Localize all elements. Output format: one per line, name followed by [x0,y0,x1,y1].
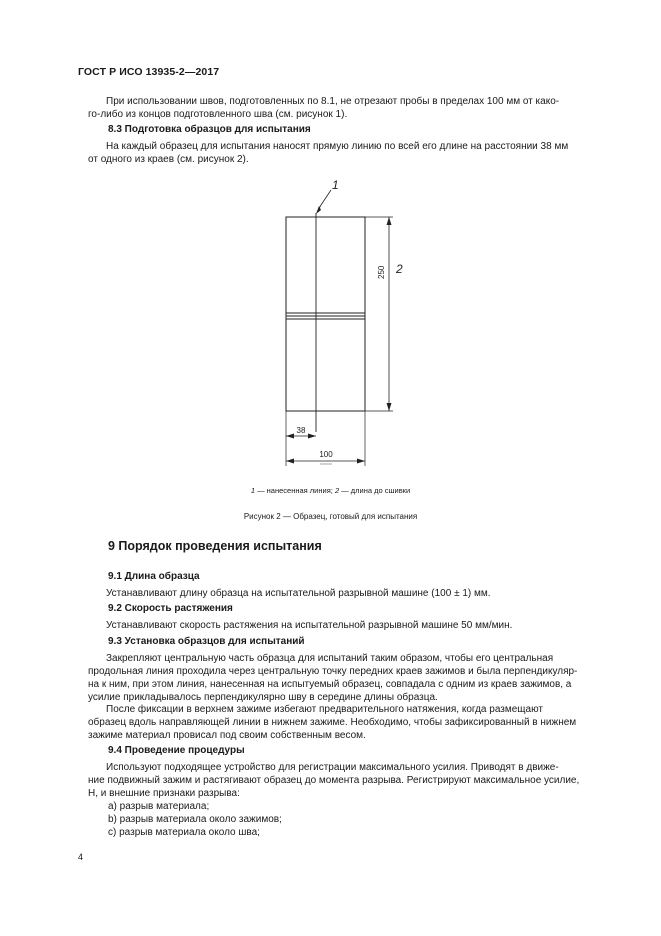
section-9-3-p2-line-3: зажиме материал провисал под своим собственным весом. [88,730,366,741]
dim-250-arrow-bottom [387,403,392,411]
section-9-1-text: Устанавливают длину образца на испытательной разрывной машине (100 ± 1) мм. [106,588,491,599]
dim-100-arrow-left [286,459,294,464]
section-8-3-line-2: от одного из краев (см. рисунок 2). [88,154,249,165]
section-9-4-line-2: ние подвижный зажим и растягивают образец до момента разрыва. Регистрируют максимальное усилие, [88,775,580,786]
figure-caption: Рисунок 2 — Образец, готовый для испытания [243,512,418,521]
dim-100-arrow-right [357,459,365,464]
intro-line-1: При использовании швов, подготовленных по 8.1, не отрезают пробы в пределах 100 мм от како- [106,96,560,107]
dim-250-label: 250 [377,265,386,279]
section-9-3-paragraph-1 [88,652,616,704]
dim-38-arrow-right [308,434,316,439]
section-9-3-p1-line-3: на к ним, при этом линия, нанесенная на испытуемый образец, совпадала с одним из краев зажимов, а [88,679,572,690]
section-9-4-line-3: Н, и внешние признаки разрыва: [88,788,240,799]
section-9-2-paragraph [88,619,616,632]
callout-1-arrowhead [316,206,321,214]
section-9-1-paragraph [88,587,616,600]
callout-2-label: 2 [396,262,403,276]
section-9-3-p1-line-1: Закрепляют центральную часть образца для испытаний таким образом, чтобы его центральная [106,653,554,664]
dim-38-arrow-left [286,434,294,439]
dim-100-label: 100 [319,450,333,459]
section-8-3-heading: 8.3 Подготовка образцов для испытания [108,124,311,135]
section-9-3-p1-line-2: продольная линия проходила через центральную точку передних краев зажимов и была перпендикуляр- [88,666,578,677]
section-9-1-heading: 9.1 Длина образца [108,571,200,582]
failure-signs-list [108,800,282,839]
list-item: a) разрыв материала; [108,801,210,812]
page-number: 4 [78,852,84,862]
section-9-3-paragraph-2 [88,703,616,742]
figure-legend: 1 — нанесенная линия; 2 — длина до сшивки [250,486,411,495]
section-9-3-p2-line-2: образец вдоль направляющей линии в нижнем зажиме. Необходимо, чтобы зафиксированный в нижнем [88,717,577,728]
dim-38-label: 38 [296,426,306,435]
section-8-3-line-1: На каждый образец для испытания наносят прямую линию по всей его длине на расстоянии 38 мм [106,141,569,152]
section-9-3-p1-line-4: усилие прикладывалось перпендикулярно шву в середине длины образца. [88,692,438,703]
section-9-3-heading: 9.3 Установка образцов для испытаний [108,636,305,647]
section-9-4-paragraph [88,761,616,800]
document-header: ГОСТ Р ИСО 13935-2—2017 [78,66,220,78]
specimen-outline [286,217,365,411]
intro-line-2: го-либо из концов подготовленного шва (см. рисунок 1). [88,109,348,120]
section-9-heading: 9 Порядок проведения испытания [108,539,322,553]
section-9-4-heading: 9.4 Проведение процедуры [108,745,245,756]
section-9-2-heading: 9.2 Скорость растяжения [108,603,233,614]
dim-250-arrow-top [387,217,392,225]
section-9-2-text: Устанавливают скорость растяжения на испытательной разрывной машине 50 мм/мин. [106,620,513,631]
callout-1-label: 1 [332,178,339,192]
list-item: c) разрыв материала около шва; [108,827,260,838]
section-9-3-p2-line-1: После фиксации в верхнем зажиме избегают предварительного натяжения, когда размещают [106,704,543,715]
section-9-4-line-1: Используют подходящее устройство для регистрации максимального усилия. Приводят в движе- [106,762,559,773]
list-item: b) разрыв материала около зажимов; [108,814,282,825]
